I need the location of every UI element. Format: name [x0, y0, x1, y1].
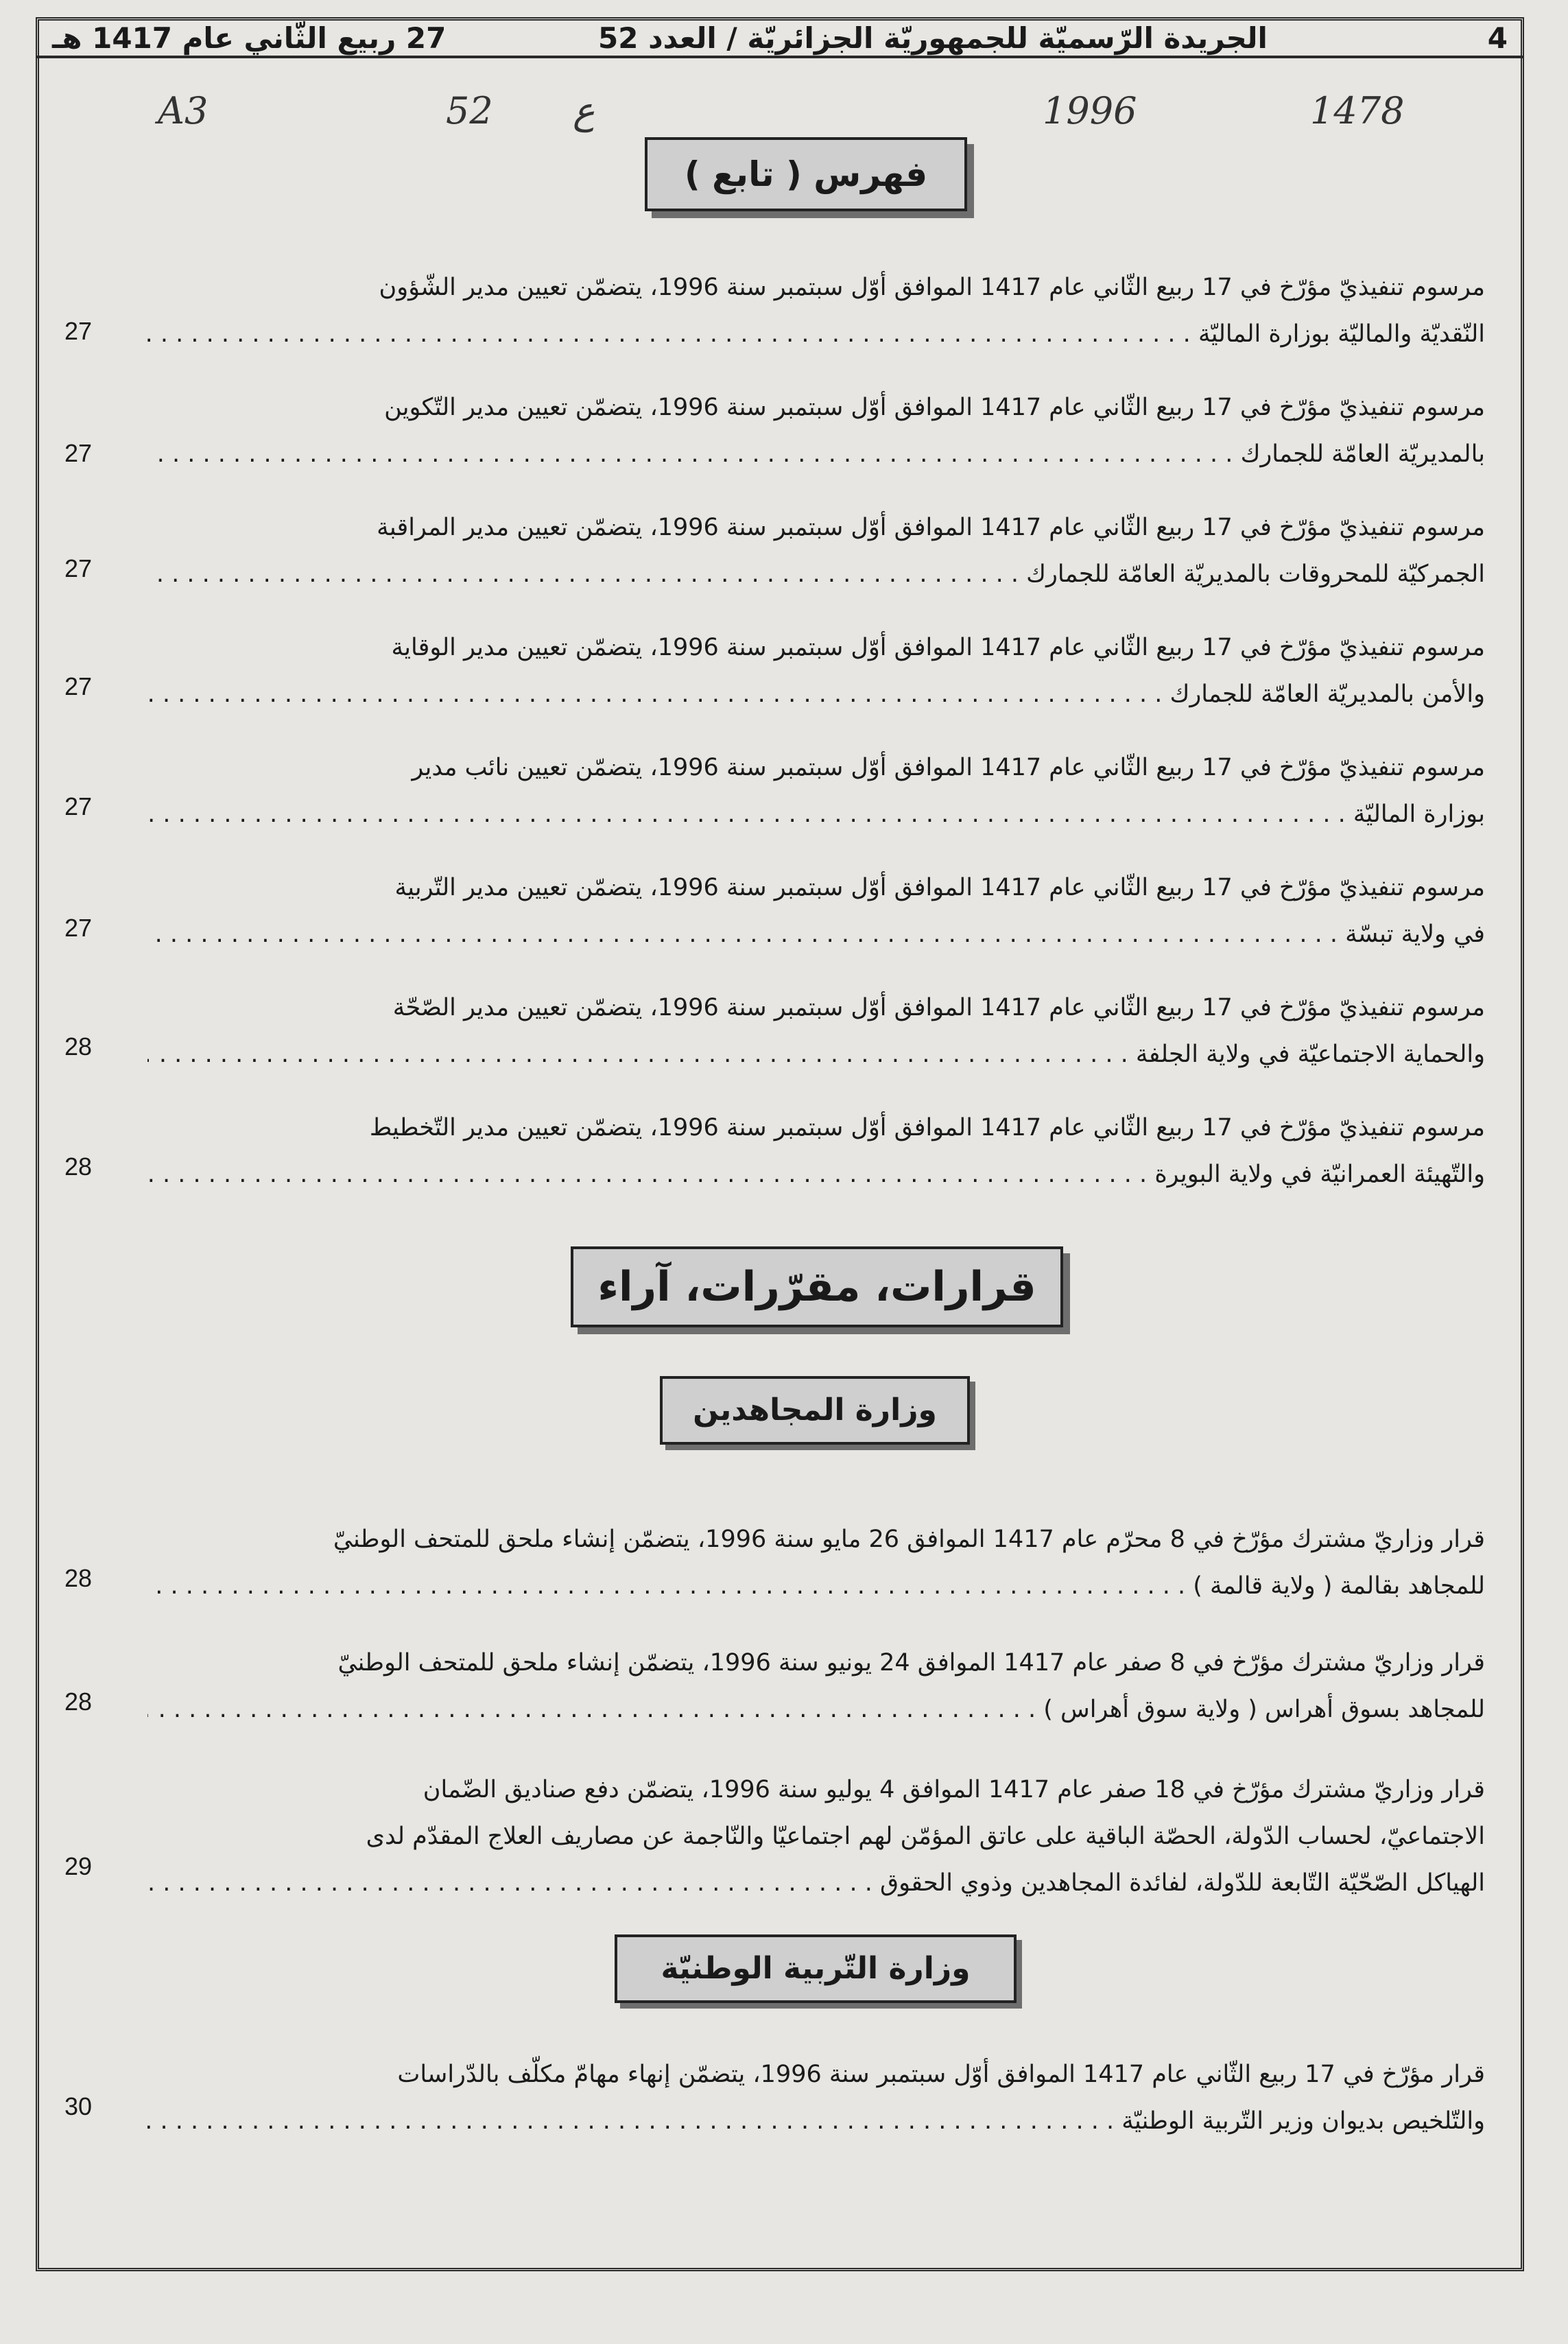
entry-page-number: 28: [64, 1688, 93, 1716]
entry-text-last-line: والحماية الاجتماعيّة في ولاية الجلفة . . .: [147, 1031, 1485, 1078]
entry-page-number: 27: [64, 439, 93, 467]
entry-text-line: مرسوم تنفيذيّ مؤرّخ في 17 ربيع الثّاني عام 1417 الموافق أوّل سبتمبر سنة 1996، يتضمّن تعيين مدير المراقبة: [377, 514, 1485, 541]
handwritten-note: ع: [573, 89, 595, 132]
entry-text-line: قرار وزاريّ مشترك مؤرّخ في 8 محرّم عام 1417 الموافق 26 مايو سنة 1996، يتضمّن إنشاء ملحق للمتحف الوطنيّ: [333, 1526, 1485, 1553]
entry-page-number: 27: [64, 914, 93, 942]
entry-text-last-line: بوزارة الماليّة . . .: [147, 791, 1485, 838]
entry-text-last-line: للمجاهد بقالمة ( ولاية قالمة ) . . .: [147, 1563, 1485, 1609]
ministry-education-title: وزارة التّربية الوطنيّة: [615, 1934, 1017, 2003]
entry-text-line: الاجتماعيّ، لحساب الدّولة، الحصّة الباقية على عاتق المؤمّن لهم اجتماعيّا والنّاجمة عن مصاريف العلاج المقدّم لدى: [366, 1823, 1485, 1850]
entry-page-number: 27: [64, 792, 93, 820]
index-entry: [147, 984, 1485, 1078]
entry-text-line: قرار مؤرّخ في 17 ربيع الثّاني عام 1417 الموافق أوّل سبتمبر سنة 1996، يتضمّن إنهاء مهامّ مكلّف بالدّراسات: [397, 2061, 1485, 2088]
index-title: فهرس ( تابع ): [645, 137, 967, 211]
ministry-mujahideen-title: وزارة المجاهدين: [660, 1376, 970, 1445]
entry-page-number: 27: [64, 317, 93, 345]
entry-text-line: مرسوم تنفيذيّ مؤرّخ في 17 ربيع الثّاني عام 1417 الموافق أوّل سبتمبر سنة 1996، يتضمّن تعيين مدير الوقاية: [391, 634, 1485, 661]
entry-text-line: مرسوم تنفيذيّ مؤرّخ في 17 ربيع الثّاني عام 1417 الموافق أوّل سبتمبر سنة 1996، يتضمّن تعيين مدير التّكوين: [384, 394, 1485, 421]
index-entry: [147, 744, 1485, 838]
decision-entry: [147, 2051, 1485, 2144]
decision-entry: [147, 1516, 1485, 1609]
entry-text-line: مرسوم تنفيذيّ مؤرّخ في 17 ربيع الثّاني عام 1417 الموافق أوّل سبتمبر سنة 1996، يتضمّن تعيين مدير الصّحّة: [392, 994, 1485, 1021]
decisions-title: قرارات، مقرّرات، آراء: [571, 1246, 1063, 1327]
index-entry: [147, 864, 1485, 958]
entry-text-last-line: بالمديريّة العامّة للجمارك . . .: [147, 431, 1485, 477]
decision-entry: [147, 1639, 1485, 1733]
handwritten-note: A3: [158, 89, 209, 132]
index-entry: [147, 384, 1485, 477]
decision-entry: [147, 1766, 1485, 1906]
header-page-number: 4: [1487, 21, 1508, 55]
entry-text-last-line: الهياكل الصّحّيّة التّابعة للدّولة، لفائدة المجاهدين وذوي الحقوق . . .: [147, 1860, 1485, 1906]
entry-text-line: مرسوم تنفيذيّ مؤرّخ في 17 ربيع الثّاني عام 1417 الموافق أوّل سبتمبر سنة 1996، يتضمّن تعيين نائب مدير: [412, 754, 1485, 781]
page-header: [36, 17, 1524, 58]
entry-text-last-line: والتّلخيص بديوان وزير التّربية الوطنيّة . . .: [147, 2098, 1485, 2144]
entry-page-number: 27: [64, 554, 93, 582]
entry-page-number: 27: [64, 672, 93, 700]
entry-text-line: مرسوم تنفيذيّ مؤرّخ في 17 ربيع الثّاني عام 1417 الموافق أوّل سبتمبر سنة 1996، يتضمّن تعيين مدير التّخطيط: [369, 1114, 1485, 1141]
entry-text-line: مرسوم تنفيذيّ مؤرّخ في 17 ربيع الثّاني عام 1417 الموافق أوّل سبتمبر سنة 1996، يتضمّن تعيين مدير التّربية: [394, 874, 1485, 901]
entry-text-last-line: والتّهيئة العمرانيّة في ولاية البويرة . . .: [147, 1151, 1485, 1198]
index-entry: [147, 624, 1485, 718]
entry-text-last-line: للمجاهد بسوق أهراس ( ولاية سوق أهراس ) . . .: [147, 1686, 1485, 1733]
entry-text-last-line: في ولاية تبسّة . . .: [147, 911, 1485, 958]
index-entry: [147, 504, 1485, 597]
entry-page-number: 30: [64, 2092, 93, 2120]
entry-text-line: مرسوم تنفيذيّ مؤرّخ في 17 ربيع الثّاني عام 1417 الموافق أوّل سبتمبر سنة 1996، يتضمّن تعيين مدير الشّؤون: [379, 274, 1485, 301]
entry-page-number: 28: [64, 1564, 93, 1592]
index-entry: [147, 1104, 1485, 1198]
entry-text-line: قرار وزاريّ مشترك مؤرّخ في 18 صفر عام 1417 الموافق 4 يوليو سنة 1996، يتضمّن دفع صناديق الضّمان: [423, 1776, 1485, 1803]
handwritten-note: 1996: [1043, 89, 1137, 132]
entry-text-last-line: النّقديّة والماليّة بوزارة الماليّة . . .: [147, 311, 1485, 357]
header-journal-issue: الجريدة الرّسميّة للجمهوريّة الجزائريّة / العدد 52: [598, 21, 1268, 55]
entry-page-number: 28: [64, 1152, 93, 1181]
handwritten-note: 1478: [1310, 89, 1405, 132]
header-date: 27 ربيع الثّاني عام 1417 هـ: [52, 21, 447, 55]
entry-text-last-line: والأمن بالمديريّة العامّة للجمارك . . .: [147, 671, 1485, 718]
handwritten-note: 52: [446, 89, 493, 132]
entry-text-last-line: الجمركيّة للمحروقات بالمديريّة العامّة للجمارك . . .: [147, 551, 1485, 597]
index-entry: [147, 264, 1485, 357]
entry-page-number: 28: [64, 1032, 93, 1061]
entry-text-line: قرار وزاريّ مشترك مؤرّخ في 8 صفر عام 1417 الموافق 24 يونيو سنة 1996، يتضمّن إنشاء ملحق للمتحف الوطنيّ: [337, 1649, 1485, 1677]
entry-page-number: 29: [64, 1852, 93, 1880]
